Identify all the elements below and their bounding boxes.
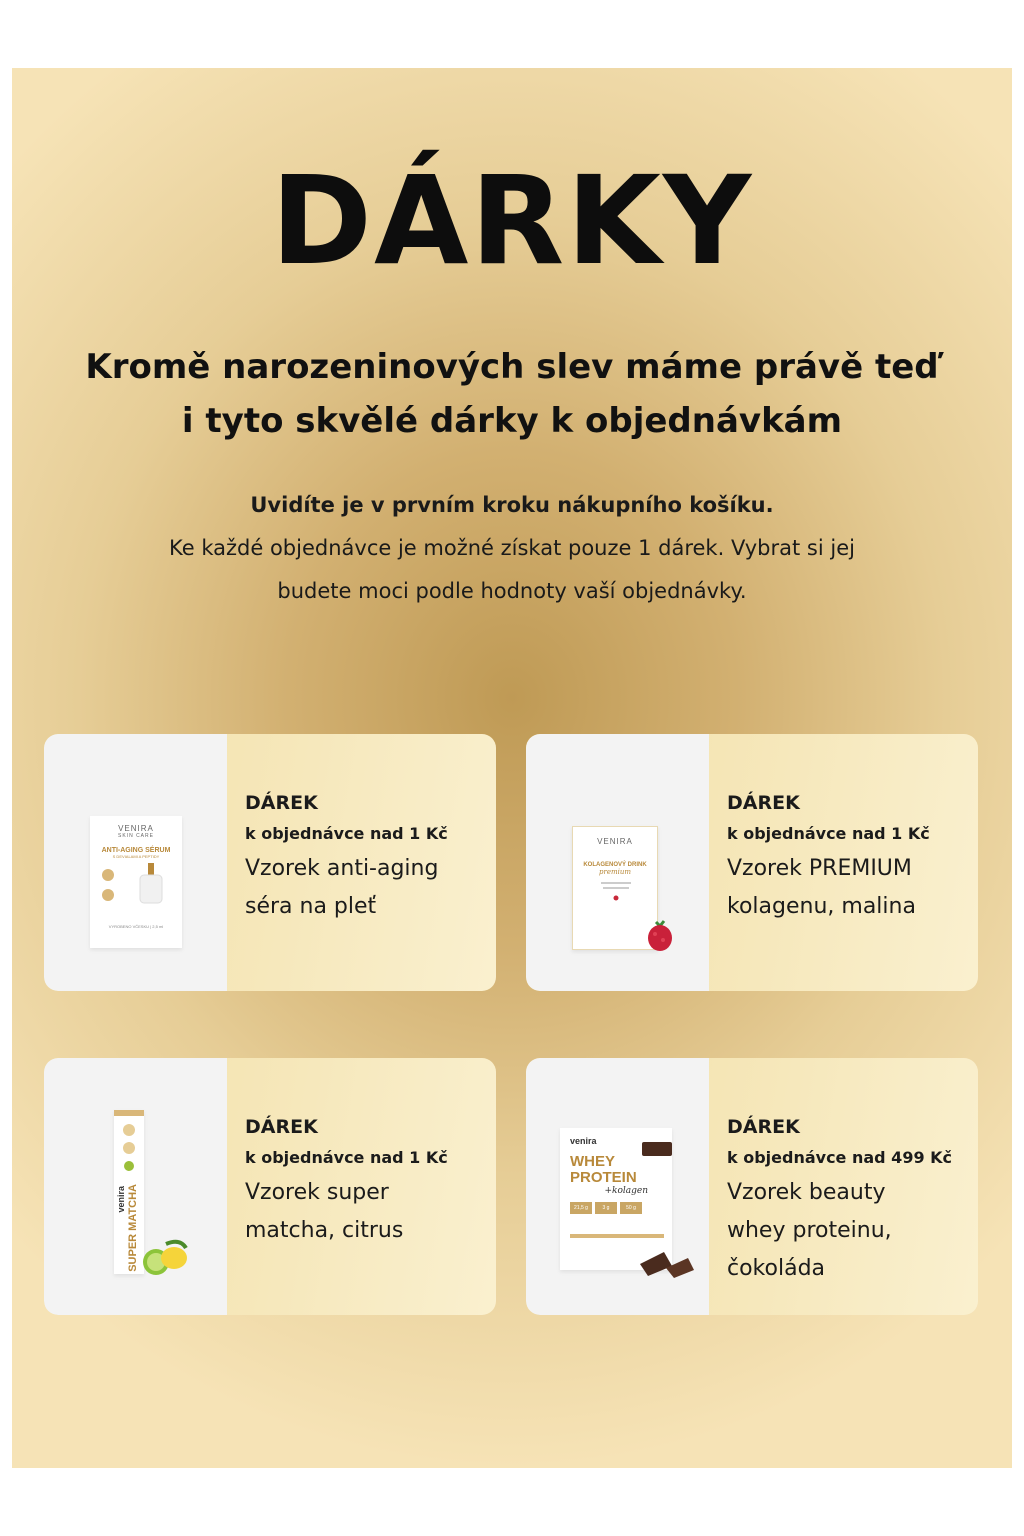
citrus-icon bbox=[136, 1238, 194, 1278]
gift-card-serum[interactable] bbox=[44, 734, 496, 991]
protein-sachet-icon: venira WHEY PROTEIN +kolagen 21,5 g 3 g 50 g bbox=[560, 1128, 672, 1270]
gift-description: Vzorek super matcha, citrus bbox=[245, 1180, 404, 1243]
subtitle bbox=[62, 340, 962, 448]
info-note bbox=[72, 484, 952, 613]
gift-label: DÁREK bbox=[245, 792, 318, 814]
subtitle-line-1: Kromě narozeninových slev máme právě teď bbox=[85, 347, 939, 387]
raspberry-icon bbox=[644, 918, 676, 952]
gift-card-matcha[interactable] bbox=[44, 1058, 496, 1315]
gift-threshold: k objednávce nad 1 Kč bbox=[245, 824, 448, 843]
gift-card-collagen[interactable] bbox=[526, 734, 978, 991]
gift-image-protein bbox=[526, 1058, 709, 1315]
note-line-2: budete moci podle hodnoty vaší objednávky. bbox=[277, 579, 747, 603]
serum-bottle-icon bbox=[90, 859, 182, 919]
gift-image-matcha bbox=[44, 1058, 227, 1315]
chocolate-icon bbox=[640, 1138, 676, 1160]
matcha-stick-icon: venira SUPER MATCHA bbox=[114, 1110, 144, 1274]
serum-sachet-icon: VENIRA SKIN CARE ANTI-AGING SÉRUM S DEVIALAMI A PEPTIDY VYROBENO VČESKU | 2,5 ml bbox=[90, 816, 182, 948]
gift-label: DÁREK bbox=[727, 1116, 800, 1138]
note-bold: Uvidíte je v prvním kroku nákupního košíku. bbox=[250, 493, 774, 517]
gift-threshold: k objednávce nad 1 Kč bbox=[245, 1148, 448, 1167]
subtitle-line-2: i tyto skvělé dárky k objednávkám bbox=[181, 401, 843, 441]
gift-label: DÁREK bbox=[245, 1116, 318, 1138]
page-title: DÁRKY bbox=[270, 150, 754, 292]
gift-threshold: k objednávce nad 1 Kč bbox=[727, 824, 930, 843]
gift-description: Vzorek beauty whey proteinu, čokoláda bbox=[727, 1180, 892, 1281]
collagen-sachet-icon: VENIRA KOLAGENOVÝ DRINK premium bbox=[572, 826, 658, 950]
gift-description: Vzorek PREMIUM kolagenu, malina bbox=[727, 856, 916, 919]
gift-image-collagen bbox=[526, 734, 709, 991]
gift-image-serum bbox=[44, 734, 227, 991]
gift-label: DÁREK bbox=[727, 792, 800, 814]
note-line-1: Ke každé objednávce je možné získat pouze 1 dárek. Vybrat si jej bbox=[169, 536, 855, 560]
chocolate-pieces-icon bbox=[636, 1244, 696, 1280]
gift-card-protein[interactable] bbox=[526, 1058, 978, 1315]
gift-description: Vzorek anti-aging séra na pleť bbox=[245, 856, 439, 919]
gifts-banner bbox=[12, 68, 1012, 1468]
gift-threshold: k objednávce nad 499 Kč bbox=[727, 1148, 953, 1167]
